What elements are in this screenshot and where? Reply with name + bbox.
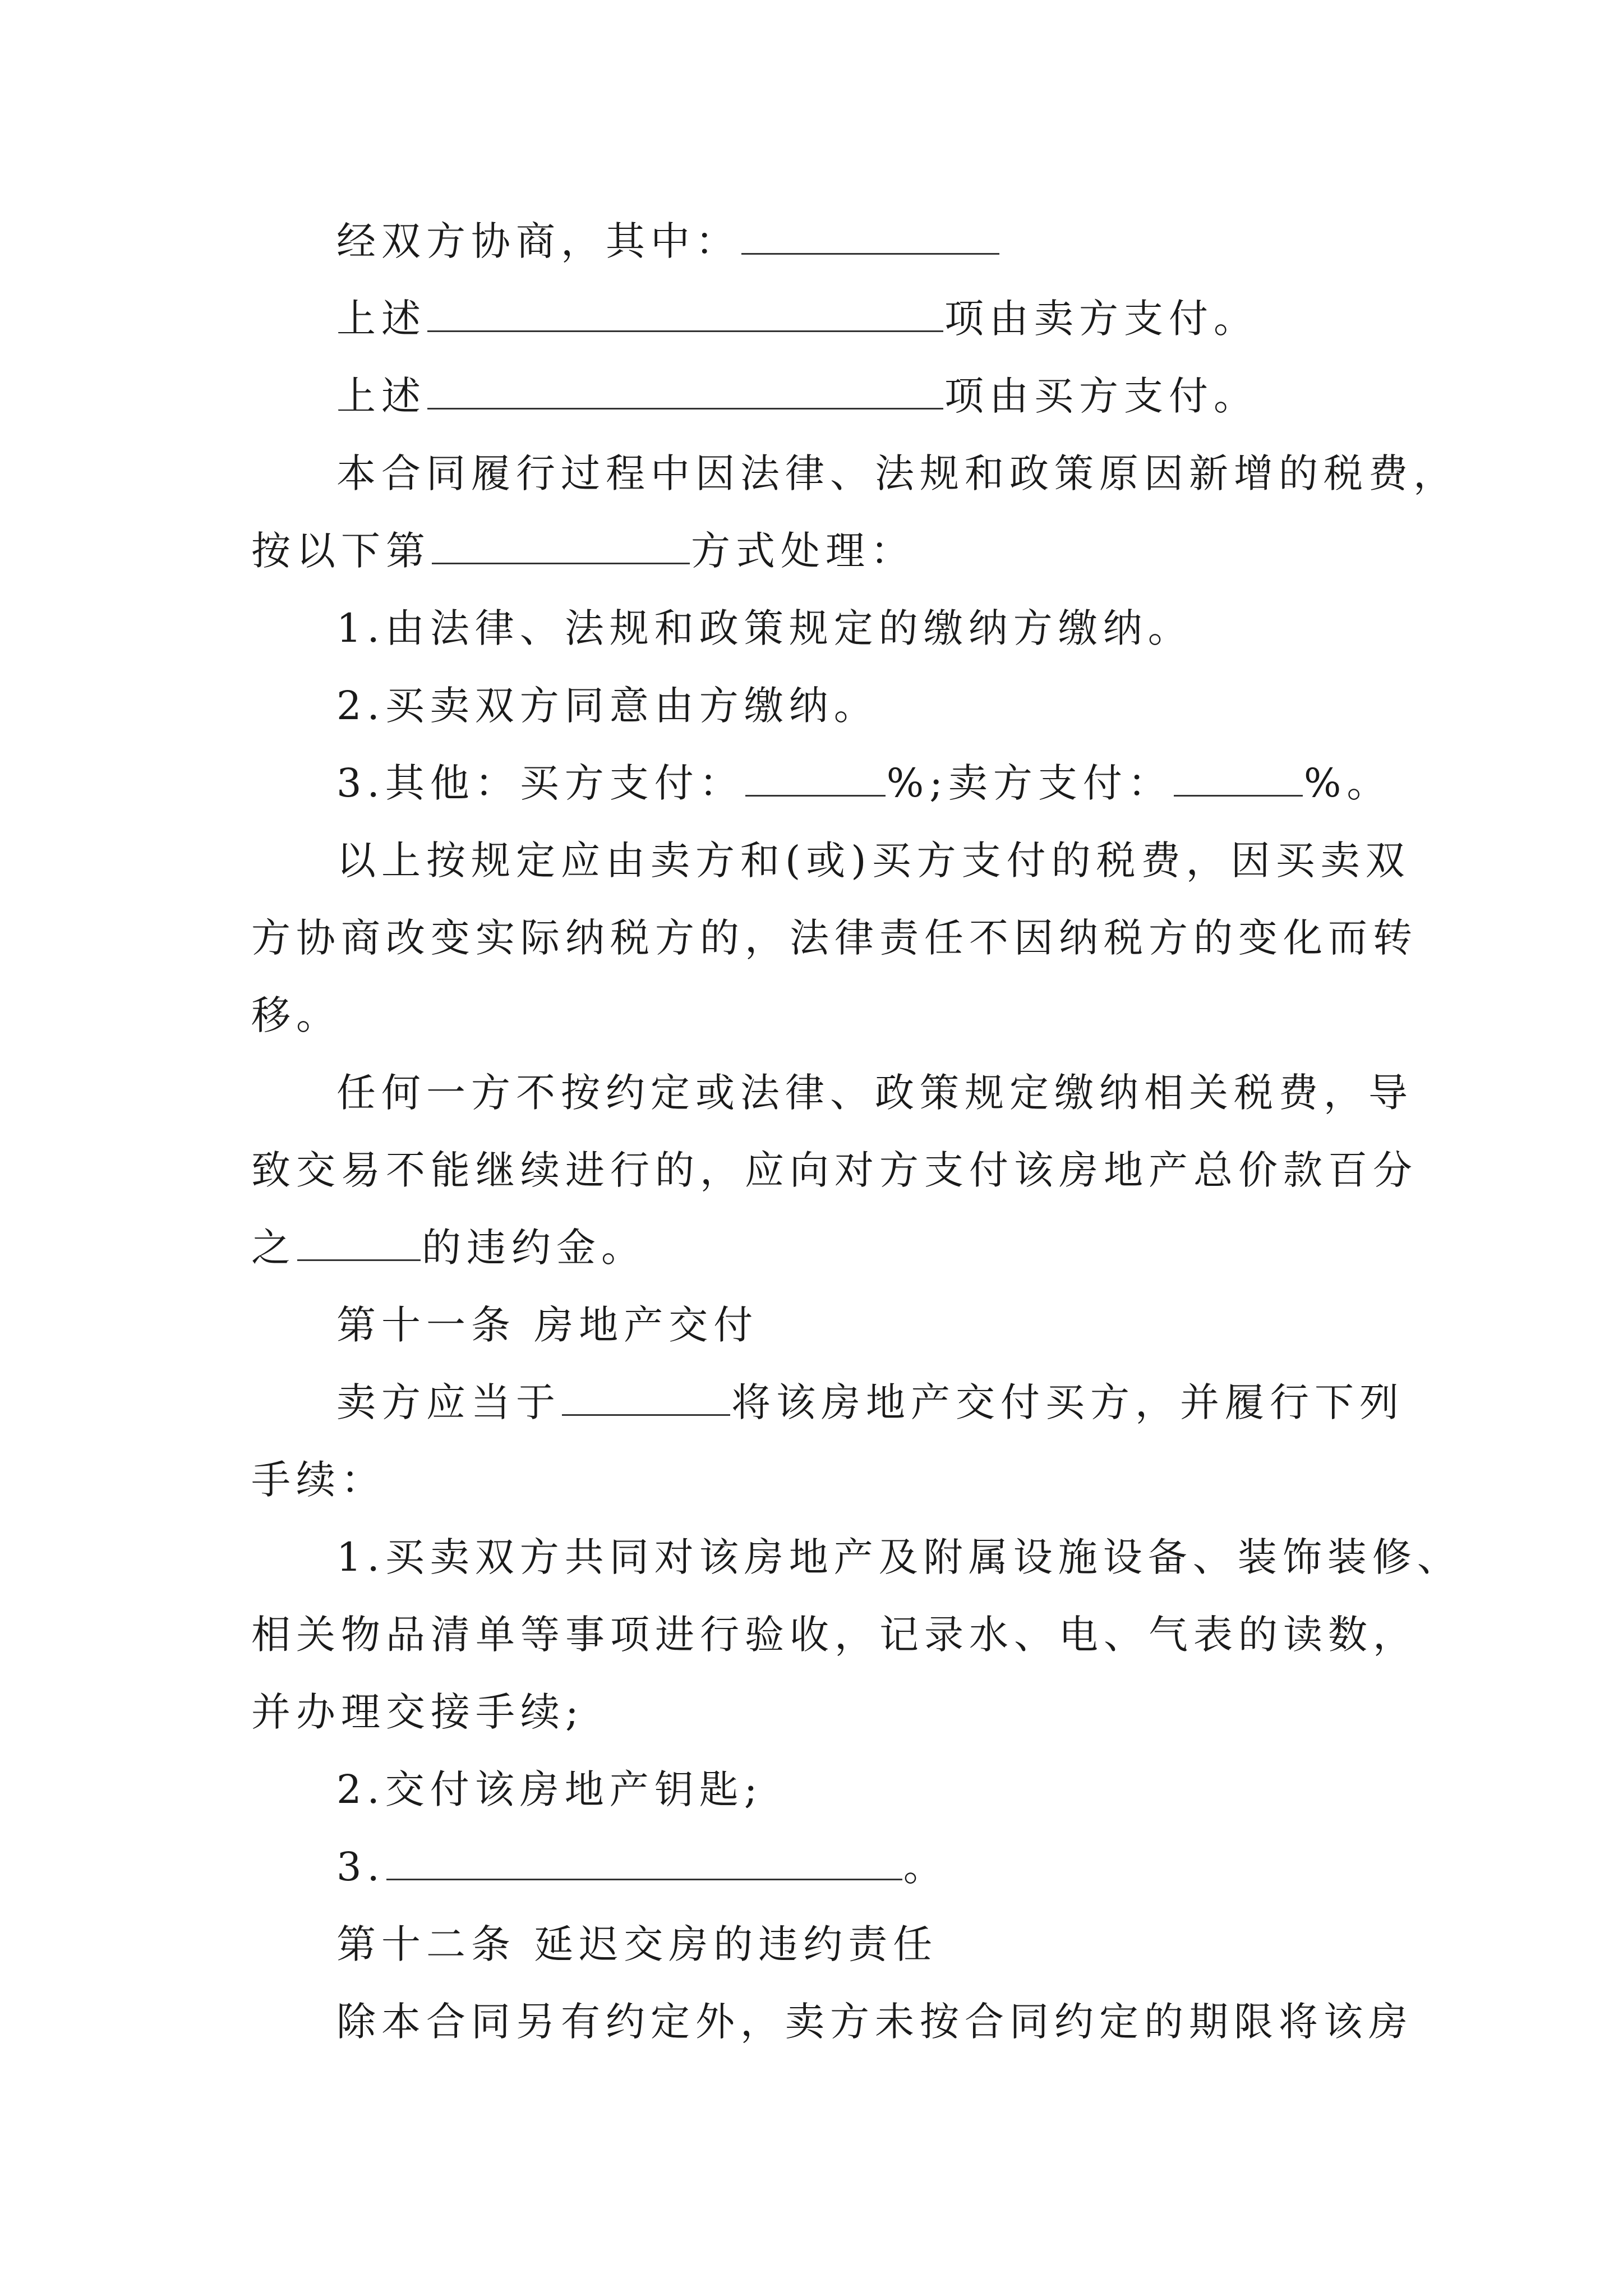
fill-in-blank[interactable] (562, 1375, 730, 1416)
text-line (336, 1994, 1413, 2050)
text-line (336, 600, 1193, 656)
text: %。 (1303, 760, 1392, 806)
text: 2.买卖双方同意由方缴纳。 (336, 683, 879, 729)
text-line (251, 523, 915, 579)
text: 经双方协商，其中： (336, 218, 740, 264)
fill-in-blank[interactable] (427, 291, 943, 332)
fill-in-blank[interactable] (386, 1839, 902, 1880)
text: 相关物品清单等事项进行验收，记录水、电、气表的读数， (251, 1612, 1418, 1658)
text-line (251, 910, 1418, 966)
text: 方协商改变实际纳税方的，法律责任不因纳税方的变化而转 (251, 915, 1418, 961)
text: 致交易不能继续进行的，应向对方支付该房地产总价款百分 (251, 1147, 1418, 1193)
text-line (336, 1529, 1462, 1585)
text: 项由卖方支付。 (944, 296, 1258, 342)
text-line (251, 1607, 1418, 1663)
text: 。 (903, 1844, 948, 1890)
text: 项由买方支付。 (944, 373, 1258, 419)
fill-in-blank[interactable] (427, 369, 943, 409)
text-line (251, 1142, 1418, 1198)
text: 并办理交接手续; (251, 1689, 584, 1735)
text-line (336, 1065, 1413, 1121)
text: 将该房地产交付买方，并履行下列 (731, 1379, 1404, 1425)
text: %;卖方支付： (886, 760, 1173, 806)
text-line (336, 213, 1000, 269)
text: 除本合同另有约定外，卖方未按合同约定的期限将该房 (336, 1999, 1413, 2045)
text: 任何一方不按约定或法律、政策规定缴纳相关税费，导 (336, 1070, 1413, 1116)
text-line (336, 755, 1391, 811)
fill-in-blank[interactable] (745, 756, 886, 797)
text: 上述 (336, 296, 426, 342)
section-heading (336, 1297, 758, 1353)
text-line (251, 1452, 386, 1508)
text: 3. (336, 1844, 385, 1890)
text: 移。 (251, 992, 341, 1038)
fill-in-blank[interactable] (432, 523, 690, 564)
text-line (336, 1839, 948, 1895)
text: 以上按规定应由卖方和(或)买方支付的税费，因买卖双 (336, 838, 1410, 884)
text-line (336, 291, 1258, 347)
text-line (336, 1761, 763, 1818)
section-heading (336, 1916, 938, 1972)
text: 的违约金。 (422, 1225, 646, 1271)
fill-in-blank[interactable] (297, 1220, 421, 1261)
text: 方式处理： (691, 528, 915, 574)
text: 3.其他：买方支付： (336, 760, 744, 806)
text: 上述 (336, 373, 426, 419)
text: 1.由法律、法规和政策规定的缴纳方缴纳。 (336, 605, 1193, 651)
text: 本合同履行过程中因法律、法规和政策原因新增的税费， (336, 450, 1458, 496)
text-line (251, 987, 341, 1043)
text-line (251, 1684, 584, 1740)
text: 卖方应当于 (336, 1379, 561, 1425)
text: 手续： (251, 1457, 386, 1503)
fill-in-blank[interactable] (1174, 756, 1303, 797)
text: 按以下第 (251, 528, 431, 574)
text: 第十一条 房地产交付 (336, 1302, 759, 1348)
text-line (336, 678, 879, 734)
fill-in-blank[interactable] (741, 214, 999, 255)
text-line (336, 1374, 1404, 1430)
text: 第十二条 延迟交房的违约责任 (336, 1921, 938, 1967)
text-line (336, 832, 1410, 889)
text: 1.买卖双方共同对该房地产及附属设施设备、装饰装修、 (336, 1534, 1462, 1580)
text-line (336, 445, 1458, 501)
text-line (251, 1220, 646, 1276)
text: 之 (251, 1225, 296, 1271)
text-line (336, 368, 1258, 424)
text: 2.交付该房地产钥匙; (336, 1766, 763, 1812)
